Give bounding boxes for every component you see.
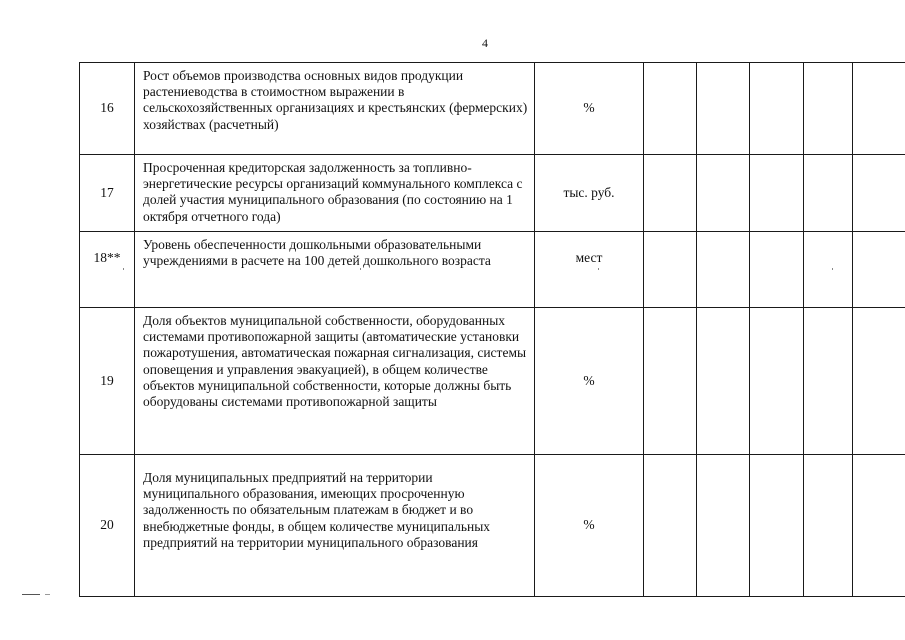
- indicator-description: Рост объемов производства основных видов продукции растениеводства в стоимостном выражении в сельскохозяйственных организациях и крестьянских (фермерских) хозяйствах (расчетный): [135, 63, 535, 155]
- empty-value-cell: [853, 232, 905, 308]
- unit-of-measure: %: [535, 63, 644, 155]
- margin-mark: [45, 594, 50, 595]
- empty-value-cell: [697, 155, 750, 232]
- empty-value-cell: [697, 63, 750, 155]
- table-row: [80, 63, 905, 155]
- row-number: 19: [80, 308, 135, 455]
- scan-speck: [360, 268, 361, 270]
- empty-value-cell: [853, 155, 905, 232]
- empty-value-cell: [804, 455, 853, 597]
- indicator-description: Доля муниципальных предприятий на территории муниципального образования, имеющих просроченную задолженность по обязательным платежам в бюджет и во внебюджетные фонды, в общем количестве муниципальных предприятий на территории муниципального образования: [135, 455, 535, 597]
- scan-speck: [598, 268, 599, 270]
- row-number: 17: [80, 155, 135, 232]
- empty-value-cell: [853, 308, 905, 455]
- unit-of-measure: %: [535, 308, 644, 455]
- empty-value-cell: [697, 232, 750, 308]
- empty-value-cell: [644, 455, 697, 597]
- empty-value-cell: [750, 455, 804, 597]
- row-number: 20: [80, 455, 135, 597]
- empty-value-cell: [644, 155, 697, 232]
- scan-speck: [832, 268, 833, 270]
- indicator-description: Уровень обеспеченности дошкольными образовательными учреждениями в расчете на 100 детей дошкольного возраста: [135, 232, 535, 308]
- table-row: [80, 232, 905, 308]
- empty-value-cell: [804, 308, 853, 455]
- empty-value-cell: [644, 63, 697, 155]
- unit-of-measure: %: [535, 455, 644, 597]
- empty-value-cell: [750, 155, 804, 232]
- empty-value-cell: [804, 155, 853, 232]
- scan-speck: [123, 268, 124, 270]
- unit-of-measure: тыс. руб.: [535, 155, 644, 232]
- empty-value-cell: [750, 308, 804, 455]
- empty-value-cell: [804, 63, 853, 155]
- row-number: 18**: [80, 232, 135, 308]
- empty-value-cell: [750, 63, 804, 155]
- table-row: [80, 308, 905, 455]
- empty-value-cell: [750, 232, 804, 308]
- table-row: [80, 455, 905, 597]
- empty-value-cell: [853, 455, 905, 597]
- row-number: 16: [80, 63, 135, 155]
- indicators-table: [79, 62, 905, 597]
- empty-value-cell: [697, 308, 750, 455]
- empty-value-cell: [804, 232, 853, 308]
- indicator-description: Просроченная кредиторская задолженность за топливно-энергетические ресурсы организаций коммунального комплекса с долей участия муниципального образования (по состоянию на 1 октября отчетного года): [135, 155, 535, 232]
- table-row: [80, 155, 905, 232]
- page-number: 4: [482, 36, 488, 50]
- indicator-description: Доля объектов муниципальной собственности, оборудованных системами противопожарной защиты (автоматические установки пожаротушения, автоматическая пожарная сигнализация, системы оповещения и управления эвакуацией), в общем количестве объектов муниципальной собственности, которые должны быть оборудованы системами противопожарной защиты: [135, 308, 535, 455]
- margin-mark: [22, 594, 40, 595]
- empty-value-cell: [697, 455, 750, 597]
- empty-value-cell: [644, 232, 697, 308]
- empty-value-cell: [853, 63, 905, 155]
- empty-value-cell: [644, 308, 697, 455]
- unit-of-measure: мест: [535, 232, 644, 308]
